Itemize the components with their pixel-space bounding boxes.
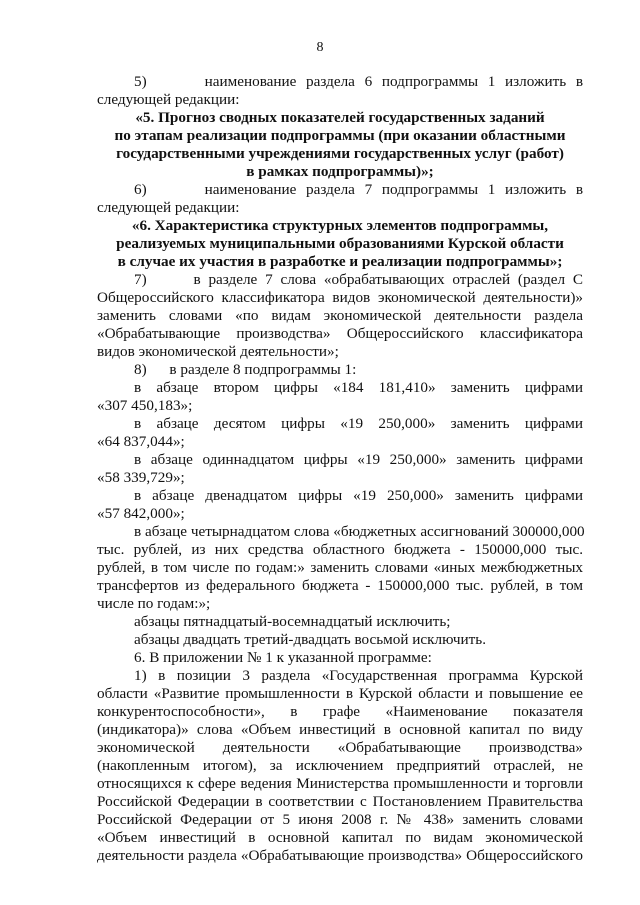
text-line: 8) в разделе 8 подпрограммы 1: — [134, 361, 357, 378]
text-line: рублей, в том числе по годам:» заменить словами «иных межбюджетных — [97, 559, 583, 576]
text-line: абзацы двадцать третий-двадцать восьмой исключить. — [134, 631, 487, 648]
heading-line: «6. Характеристика структурных элементов подпрограммы, — [131, 217, 549, 234]
text-line: заменить словами «по видам экономической деятельности раздела — [97, 307, 583, 324]
text-line: в абзаце одиннадцатом цифры «19 250,000» заменить цифрами — [134, 451, 583, 468]
text-line: в абзаце десятом цифры «19 250,000» заменить цифрами — [134, 415, 583, 432]
text-line: в абзаце четырнадцатом слова «бюджетных ассигнований 300000,000 — [134, 523, 585, 540]
text-line: абзацы пятнадцатый-восемнадцатый исключить; — [134, 613, 451, 630]
text-line: Российской Федерации в соответствии с Постановлением Правительства — [97, 793, 583, 810]
text-line: «64 837,044»; — [97, 433, 185, 450]
text-line: (накопленным итогом), за исключением предприятий отраслей, не — [97, 757, 583, 774]
text-line: конкурентоспособности», в графе «Наименование показателя — [97, 703, 583, 720]
text-line: следующей редакции: — [97, 199, 240, 216]
text-line: 7) в разделе 7 слова «обрабатывающих отраслей (раздел С — [134, 271, 583, 288]
text-line: «57 842,000»; — [97, 505, 185, 522]
text-line: 6) наименование раздела 7 подпрограммы 1 изложить в — [134, 181, 583, 198]
text-line: «58 339,729»; — [97, 469, 185, 486]
text-line: относящихся к сфере ведения Министерства промышленности и торговли — [97, 775, 583, 792]
heading-line: реализуемых муниципальными образованиями Курской области — [116, 235, 564, 252]
text-line: «Обрабатывающие производства» Общероссийского классификатора — [97, 325, 583, 342]
text-line: экономической деятельности «Обрабатывающие производства» — [97, 739, 583, 756]
text-line: следующей редакции: — [97, 91, 240, 108]
text-line: видов экономической деятельности»; — [97, 343, 339, 360]
text-line: в абзаце двенадцатом цифры «19 250,000» заменить цифрами — [134, 487, 583, 504]
text-line: деятельности раздела «Обрабатывающие производства» Общероссийского — [97, 847, 583, 864]
text-line: тыс. рублей, из них средства областного бюджета - 150000,000 тыс. — [97, 541, 583, 558]
heading-line: государственными учреждениями государственных услуг (работ) — [116, 145, 564, 162]
text-line: (индикатора)» слова «Объем инвестиций в основной капитал по виду — [97, 721, 583, 738]
text-line: 5) наименование раздела 6 подпрограммы 1 изложить в — [134, 73, 583, 90]
text-line: в абзаце втором цифры «184 181,410» заменить цифрами — [134, 379, 583, 396]
text-line: «307 450,183»; — [97, 397, 193, 414]
heading-line: в рамках подпрограммы)»; — [246, 163, 434, 180]
text-line: Общероссийского классификатора видов экономической деятельности)» — [97, 289, 583, 306]
page-number: 8 — [316, 40, 324, 55]
text-line: «Объем инвестиций в основной капитал по видам экономической — [97, 829, 583, 846]
heading-line: в случае их участия в разработке и реализации подпрограммы»; — [117, 253, 563, 270]
text-line: трансфертов из федерального бюджета - 150000,000 тыс. рублей, в том — [97, 577, 583, 594]
text-line: Российской Федерации от 5 июня 2008 г. № 438» заменить словами — [97, 811, 583, 828]
heading-line: по этапам реализации подпрограммы (при оказании областными — [114, 127, 566, 144]
heading-line: «5. Прогноз сводных показателей государственных заданий — [135, 109, 545, 126]
text-line: 1) в позиции 3 раздела «Государственная программа Курской — [134, 667, 583, 684]
text-line: 6. В приложении № 1 к указанной программе: — [134, 649, 432, 666]
text-line: области «Развитие промышленности в Курской области и повышение ее — [97, 685, 583, 702]
text-line: числе по годам:»; — [97, 595, 211, 612]
